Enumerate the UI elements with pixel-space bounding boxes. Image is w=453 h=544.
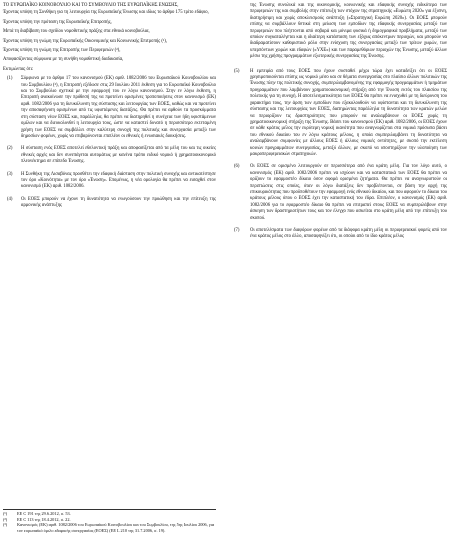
footnote: [3, 522, 216, 533]
recital: [3, 146, 216, 165]
recital: [234, 164, 447, 222]
right-column: [234, 3, 447, 247]
recital: [3, 76, 216, 140]
recital: [234, 69, 447, 159]
recital: [234, 228, 447, 241]
recital-continuation: της Ένωσης συνολικά και της οικονομικής, κοινωνικής και εδαφικής συνοχής ειδικότερα των περιφερειών της και συμβολής στην επίτευξη των στόχων της στρατηγικής «Ευρώπη 2020» για έξυπνη, διατηρήσιμη και χωρίς αποκλεισμούς ανάπτυξη («Στρατηγική Ευρώπη 2020»). Οι ΕΟΕΣ μπορούν επίσης να συμβάλλουν θετικά στη μείωση των εμποδίων της εδαφικής συνεργασίας μεταξύ των περιφερειών που πλήττονται από σοβαρά και μόνιμα φυσικά ή δημογραφικά προβλήματα, μεταξύ των οποίων συγκαταλέγεται και η ιδιαίτερη κατάσταση των εξόχως απόκεντρων περιοχών, και μπορούν να διαδραματίσουν καθοριστικό ρόλο στην ενίσχυση της συνεργασίας μεταξύ των τρίτων χωρών, των υπερπόντιων χωρών και εδαφών («ΥΧΕ») και των παραμεθόριων περιοχών της Ένωσης, μεταξύ άλλων μέσω της χρήσης προγραμμάτων εξωτερικής συνεργασίας της Ένωσης.: [250, 3, 447, 60]
recital-number: (7): [234, 228, 240, 233]
recital-number: (4): [7, 196, 13, 202]
recital-text: Σύμφωνα με το άρθρο 17 του κανονισμού (ΕΚ) αριθ. 1082/2006 του Ευρωπαϊκού Κοινοβουλίου και του Συμβουλίου (³), η Επιτροπή εξέδωσε στις 29 Ιουλίου 2011 έκθεση για το Ευρωπαϊκό Κοινοβούλιο και το Συμβούλιο σχετικά με την εφαρμογή του εν λόγω κανονισμού. Στην εν λόγω έκθεση, η Επιτροπή ανακοίνωσε την πρόθεσή της να προτείνει ορισμένες τροποποιήσεις στον κανονισμό (ΕΚ) αριθ. 1082/2006 για τη διευκόλυνση της σύστασης και λειτουργίας των ΕΟΕΣ, καθώς και να προτείνει την αποσαφήνιση ορισμένων από τις υφιστάμενες διατάξεις. Θα πρέπει να αρθούν τα προσκόμματα στη σύσταση νέων ΕΟΕΣ και, παράλληλα, θα πρέπει να διατηρηθεί η συνέχεια των ήδη υφιστάμενων ομίλων και να διευκολυνθεί η λειτουργία τους, ώστε να καταστεί δυνατό η περισσότερο εκτεταμένη χρήση των ΕΟΕΣ να συμβάλλει στην καλύτερη συνοχή της πολιτικής και συνεργασία μεταξύ των δημοσίων φορέων, χωρίς να επιβαρύνονται επιπλέον οι εθνικές ή ενωσιακές διοικήσεις.: [21, 76, 216, 139]
recital-text: Οι ΕΟΕΣ σε ορισμένο λειτουργούν σε περισσότερα από ένα κράτη μέλη. Για τον λόγο αυτό, ο κανονισμός (ΕΚ) αριθ. 1082/2006 πρέπει να ισχύουν και να καταστατικά των ΕΟΕΣ θα πρέπει να ορίζουν το εφαρμοστέο δίκαιο όσον αφορά ορισμένα ζητήματα. Θα πρέπει να αναγνωριστούν οι περιπτώσεις στις οποίες, όταν οι λόγω διατάξεις δεν προβλέπονται, σε βάση την αρχή της επικουρικότητας που προϋποθέτουν την εφαρμογή ενός εθνικού δικαίου, και που αφορούν το δίκαιο του κράτους μέλους όπου ο ΕΟΕΣ έχει την καταστατική του έδρα. Επιπλέον, ο κανονισμός (ΕΚ) αριθ. 1082/2006 για το εφαρμοστέο δίκαιο θα πρέπει να επιτραπεί στους ΕΟΕΣ να συμπεριλάβουν στην άσκηση των δραστηριοτήτων τους και τον έλεγχο που ασκείται στο κράτη μέλη από την επίτευξη του σκοπού.: [250, 164, 447, 221]
footnote-number: (¹): [3, 511, 8, 516]
recital-text: Η Συνθήκη της Λισαβόνας προσθέτει την εδαφική διάσταση στην πολιτική συνοχής και αντικατέστησε τον όρο «Κοινότητα» με τον όρο «Ένωση». Επομένως, η νέα ορολογία θα πρέπει να εισαχθεί στον κανονισμό (ΕΚ) αριθ. 1082/2006.: [21, 171, 216, 190]
recital: [3, 172, 216, 191]
preamble-line: Μετά τη διαβίβαση του σχεδίου νομοθετικής πράξης στα εθνικά κοινοβούλια,: [3, 29, 150, 35]
recital-text: Η σύσταση ενός ΕΟΕΣ αποτελεί εθελοντική πράξη και αποφασίζεται από τα μέλη του και τις οικείες εθνικές αρχές και δεν συνεπάγεται αυτομάτως με κανένα τρόπο ειδικό νομικό ή χρηματοοικονομικό πλεονέκτημα σε επίπεδο Ένωσης.: [21, 146, 216, 165]
footnote-number: (³): [3, 522, 8, 528]
footnote-text: ΕΕ C 191 της 29.6.2012, σ. 53.: [17, 511, 71, 516]
recital-text: Οι ΕΟΕΣ μπορούν να έχουν τη δυνατότητα να ενωγούσουν την προώθηση και την επίτευξη της αρμονικής ανάπτυξης: [21, 196, 216, 209]
preamble-header: ΤΟ ΕΥΡΩΠΑΪΚΟ ΚΟΙΝΟΒΟΥΛΙΟ ΚΑΙ ΤΟ ΣΥΜΒΟΥΛΙΟ ΤΗΣ ΕΥΡΩΠΑΪΚΗΣ ΕΝΩΣΗΣ,: [3, 3, 179, 8]
recital: [3, 197, 216, 210]
preamble-line: Εκτιμώντας ότι:: [3, 66, 34, 72]
recital-number: (3): [7, 171, 13, 177]
recital-number: (6): [234, 164, 240, 170]
recital-text: Η εμπειρία από τους ΕΟΕΣ που έχουν συσταθεί μέχρι τώρα έχει καταδείξει ότι οι ΕΟΕΣ χρησιμοποιούνται επίσης ως νομικό μέσο και σε θέματα συνεργασίας στο πλαίσιο άλλων πολιτικών της Ένωσης πλην της πολιτικής συνοχής, συμπεριλαμβανομένης της εφαρμογής προγραμμάτων ή τμημάτων προγραμμάτων που λαμβάνουν χρηματοοικονομική στήριξη από την Ένωση εκτός του πλαισίου της πολιτικής για τη συνοχή. Η αποτελεσματικότητα των ΕΟΕΣ θα πρέπει να ενισχυθεί με τη διεύρυνση του χαρακτήρα τους, την άρση των εμποδίων που εξακολουθούν να υφίστανται και τη διευκόλυνση της σύστασης και της λειτουργίας των ΕΟΕΣ, διατηρώντας παράλληλα τη δυνατότητα των κρατών μελών να περιορίζουν τις δραστηριότητες που μπορούν να αναλαμβάνουν οι ΕΟΕΣ χωρίς τη χρηματοοικονομική στήριξη της Ένωσης. Βάσει του κανονισμού (ΕΚ) αριθ. 1082/2006, οι ΕΟΕΣ έχουν σε κάθε κράτος μέλος την ευρύτερη νομική ικανότητα που αναγνωρίζεται στα νομικά πρόσωπα βάσει του εθνικού δικαίου του εν λόγω κράτους μέλους, η οποία συμπεριλαμβάνει τη δυνατότητα να αναλαμβάνουν συμφωνίες με άλλους ΕΟΕΣ ή άλλους νομικές οντότητες, με σκοπό την εκτέλεση κοινών προγραμμάτων συνεργασίας, μεταξύ άλλων, με σκοπό να υποστηρίξουν την υλοποίηση των μακροπεριφερειακών στρατηγικών.: [250, 68, 447, 157]
recital-text: Οι αποτελέσματα των διαφόρων φορέων από τα διάφορα κράτη μέλη οι περιφερειακοί φορείς από τον ένα κράτος μέλος στο άλλο, αποσαφηνίζει ότι, οι οποίοι από το ίδιο κράτος μέλος: [250, 228, 447, 240]
preamble-line: Έχοντας υπόψη τη γνώμη της Επιτροπής των Περιφερειών (²),: [3, 48, 121, 54]
left-column: [3, 3, 216, 216]
footnote-text: ΕΕ C 113 της 18.4.2012, σ. 22.: [17, 516, 71, 522]
preamble-line: Έχοντας υπόψη την πρόταση της Ευρωπαϊκής Επιτροπής,: [3, 19, 112, 25]
footnote-text: Κανονισμός (ΕΚ) αριθ. 1082/2006 του Ευρωπαϊκού Κοινοβουλίου και του Συμβουλίου, της 5ης Ιουλίου 2006, για τον ευρωπαϊκό όμιλο εδαφικής συνεργασίας (ΕΟΕΣ) (ΕΕ L 210 της 31.7.2006, σ. 19).: [17, 522, 215, 533]
recital-number: (5): [234, 68, 240, 74]
preamble-line: Έχοντας υπόψη τη γνώμη της Ευρωπαϊκής Οικονομικής και Κοινωνικής Επιτροπής (¹),: [3, 38, 168, 44]
preamble-line: Αποφασίζοντας σύμφωνα με τη συνήθη νομοθετική διαδικασία,: [3, 57, 124, 63]
footnote-number: (²): [3, 516, 8, 522]
preamble-line: Έχοντας υπόψη τη Συνθήκη για τη λειτουργία της Ευρωπαϊκής Ένωσης και ιδίως το άρθρο 175 τρίτο εδάφιο,: [3, 10, 209, 16]
footnotes: [3, 509, 216, 533]
recital-number: (1): [7, 76, 13, 82]
recital-number: (2): [7, 146, 13, 152]
